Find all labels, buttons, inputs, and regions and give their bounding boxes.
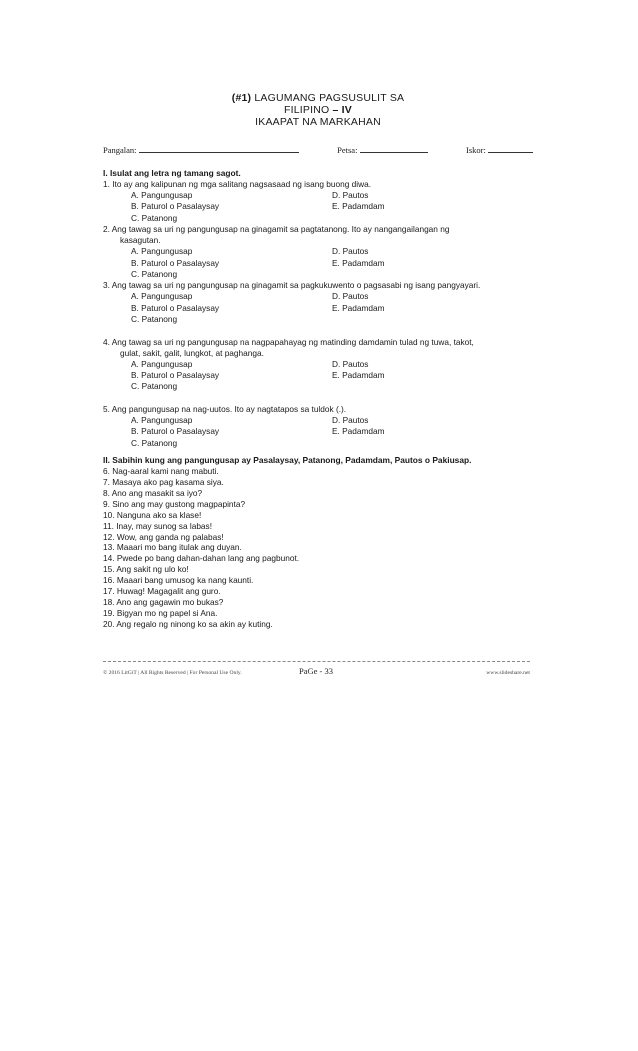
answer-choices [103, 359, 533, 393]
choice-b[interactable]: B. Paturol o Pasalaysay [131, 370, 220, 381]
list-item: 19. Bigyan mo ng papel si Ana. [103, 607, 218, 618]
worksheet-page [103, 92, 533, 630]
footer-divider [103, 661, 530, 662]
choice-a[interactable]: A. Pangungusap [131, 190, 193, 200]
date-blank[interactable] [360, 144, 428, 153]
quiz-number: (#1) [231, 92, 252, 104]
choice-c[interactable]: C. Patanong [131, 381, 178, 392]
choice-a[interactable]: A. Pangungusap [131, 246, 193, 257]
score-blank[interactable] [488, 144, 533, 153]
choice-b[interactable]: B. Paturol o Pasalaysay [131, 257, 220, 268]
choice-a[interactable]: A. Pangungusap [131, 358, 193, 369]
title-line-2: FILIPINO [284, 104, 330, 116]
choice-b[interactable]: B. Paturol o Pasalaysay [131, 201, 220, 212]
question-text: 3. Ang tawag sa uri ng pangungusap na ginagamit sa pagkukuwento o pagsasabi ng isang pangyayari. [103, 280, 481, 291]
answer-choices [103, 246, 533, 280]
title-line-1: LAGUMANG PAGSUSULIT SA [254, 92, 405, 104]
question-text: 2. Ang tawag sa uri ng pangungusap na ginagamit sa pagtatanong. Ito ay nangangailangan ng [103, 224, 450, 235]
question-item [103, 224, 533, 280]
question-text: 5. Ang pangungusap na nag-uutos. Ito ay nagtatapos sa tuldok (.). [103, 403, 347, 414]
list-item: 8. Ano ang masakit sa iyo? [103, 487, 203, 498]
choice-d[interactable]: D. Pautos [332, 190, 369, 200]
list-item: 6. Nag-aaral kami nang mabuti. [103, 466, 219, 477]
answer-choices [103, 190, 533, 224]
choice-c[interactable]: C. Patanong [131, 269, 178, 280]
question-item [103, 179, 533, 224]
list-item: 10. Nanguna ako sa klase! [103, 509, 202, 520]
choice-e[interactable]: E. Padamdam [332, 257, 385, 268]
choice-e[interactable]: E. Padamdam [332, 370, 385, 381]
list-item: 12. Wow, ang ganda ng palabas! [103, 531, 224, 542]
question-text: 4. Ang tawag sa uri ng pangungusap na nagpapahayag ng matinding damdamin tulad ng tuwa, takot, [103, 336, 474, 347]
name-label: Pangalan: [103, 145, 137, 155]
list-item: 15. Ang sakit ng ulo ko! [103, 564, 189, 575]
choice-d[interactable]: D. Pautos [332, 246, 369, 257]
question-text-continued: kasagutan. [120, 235, 161, 246]
choice-b[interactable]: B. Paturol o Pasalaysay [131, 302, 220, 313]
choice-e[interactable]: E. Padamdam [332, 302, 385, 313]
choice-d[interactable]: D. Pautos [332, 358, 369, 369]
copyright-text: © 2016 LitGiT | All Rights Reserved | For Personal Use Only. [103, 670, 242, 676]
section-2-title: II. Sabihin kung ang pangungusap ay Pasalaysay, Patanong, Padamdam, Pautos o Pakiusap. [103, 455, 472, 466]
section-1-title: I. Isulat ang letra ng tamang sagot. [103, 168, 241, 178]
source-url: www.slideshare.net [486, 670, 530, 676]
spacer [103, 393, 533, 404]
choice-e[interactable]: E. Padamdam [332, 426, 385, 437]
choice-d[interactable]: D. Pautos [332, 414, 369, 425]
list-item: 11. Inay, may sunog sa labas! [103, 520, 212, 531]
choice-a[interactable]: A. Pangungusap [131, 291, 193, 302]
question-text: 1. Ito ay ang kalipunan ng mga salitang nagsasaad ng isang buong diwa. [103, 179, 372, 189]
list-item: 17. Huwag! Magagalit ang guro. [103, 586, 221, 597]
question-item [103, 404, 533, 449]
answer-choices [103, 415, 533, 449]
title-line-3: IKAAPAT NA MARKAHAN [255, 116, 381, 128]
choice-c[interactable]: C. Patanong [131, 437, 178, 448]
choice-c[interactable]: C. Patanong [131, 212, 178, 223]
list-item: 18. Ano ang gagawin mo bukas? [103, 596, 224, 607]
list-item: 14. Pwede po bang dahan-dahan lang ang pagbunot. [103, 553, 300, 564]
spacer [103, 326, 533, 337]
worksheet-title [103, 92, 533, 128]
choice-a[interactable]: A. Pangungusap [131, 414, 193, 425]
list-item: 13. Maaari mo bang itulak ang duyan. [103, 542, 242, 553]
question-text-continued: gulat, sakit, galit, lungkot, at paghanga. [120, 347, 264, 358]
choice-d[interactable]: D. Pautos [332, 291, 369, 302]
name-blank[interactable] [139, 144, 299, 153]
grade-level: – IV [329, 104, 352, 116]
student-info-row [103, 144, 533, 156]
list-item: 20. Ang regalo ng ninong ko sa akin ay kuting. [103, 618, 273, 629]
score-label: Iskor: [466, 145, 486, 155]
answer-choices [103, 291, 533, 325]
list-item: 7. Masaya ako pag kasama siya. [103, 477, 224, 487]
question-item [103, 337, 533, 393]
identification-list [103, 466, 533, 630]
list-item: 16. Maaari bang umusog ka nang kaunti. [103, 575, 254, 586]
choice-e[interactable]: E. Padamdam [332, 201, 385, 212]
list-item: 9. Sino ang may gustong magpapinta? [103, 498, 246, 509]
choice-b[interactable]: B. Paturol o Pasalaysay [131, 426, 220, 437]
question-item [103, 280, 533, 325]
page-number: PaGe - 33 [299, 666, 333, 676]
multiple-choice-questions [103, 179, 533, 449]
date-label: Petsa: [337, 145, 358, 155]
choice-c[interactable]: C. Patanong [131, 314, 178, 325]
